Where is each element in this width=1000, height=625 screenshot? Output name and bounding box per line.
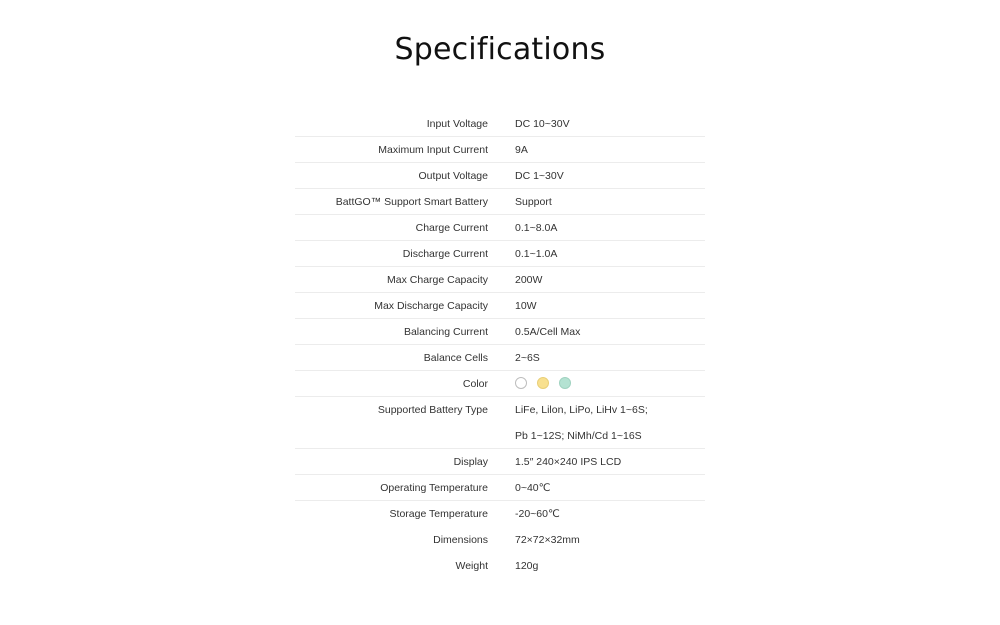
spec-row-display [295, 449, 705, 475]
spec-label: Color [462, 378, 488, 390]
spec-value-line: Pb 1~12S; NiMh/Cd 1~16S [515, 430, 642, 442]
spec-row-battgo-support [295, 189, 705, 215]
spec-label: Discharge Current [402, 248, 488, 260]
spec-row-max-discharge-capacity [295, 293, 705, 319]
spec-value: 0.1~1.0A [515, 248, 558, 260]
spec-row-charge-current [295, 215, 705, 241]
spec-row-input-voltage [295, 111, 705, 137]
spec-value-line: LiFe, Lilon, LiPo, LiHv 1~6S; [515, 404, 648, 416]
spec-label: Supported Battery Type [377, 404, 488, 416]
spec-label: BattGO™ Support Smart Battery [335, 196, 488, 208]
spec-label: Weight [455, 560, 488, 572]
page-title: Specifications [394, 32, 606, 67]
spec-value: 0~40℃ [515, 482, 551, 494]
spec-label: Dimensions [433, 534, 488, 546]
spec-row-color [295, 371, 705, 397]
spec-row-operating-temperature [295, 475, 705, 501]
spec-row-discharge-current [295, 241, 705, 267]
spec-value: 9A [515, 144, 528, 156]
spec-label: Balance Cells [423, 352, 488, 364]
spec-row-supported-battery-type [295, 397, 705, 449]
color-swatch-mint[interactable] [559, 377, 571, 389]
spec-value: 0.5A/Cell Max [515, 326, 581, 338]
spec-value: Support [515, 196, 552, 208]
color-swatches [515, 377, 571, 391]
spec-row-weight [295, 553, 705, 579]
spec-value: 200W [515, 274, 543, 286]
spec-value: 72×72×32mm [515, 534, 580, 546]
spec-value: 120g [515, 560, 539, 572]
spec-row-output-voltage [295, 163, 705, 189]
spec-row-balancing-current [295, 319, 705, 345]
spec-row-storage-temperature [295, 501, 705, 527]
spec-label: Balancing Current [403, 326, 488, 338]
color-swatch-yellow[interactable] [537, 377, 549, 389]
spec-value: 2~6S [515, 352, 540, 364]
spec-value: 0.1~8.0A [515, 222, 558, 234]
spec-row-max-charge-capacity [295, 267, 705, 293]
specifications-table [295, 111, 705, 579]
spec-row-dimensions [295, 527, 705, 553]
spec-value: 1.5″ 240×240 IPS LCD [515, 456, 622, 468]
color-swatch-white[interactable] [515, 377, 527, 389]
spec-label: Maximum Input Current [378, 144, 488, 156]
spec-value: 10W [515, 300, 537, 312]
spec-label: Storage Temperature [389, 508, 488, 520]
spec-label: Charge Current [415, 222, 488, 234]
spec-label: Max Charge Capacity [387, 274, 488, 286]
spec-value: -20~60℃ [515, 508, 560, 520]
spec-label: Display [453, 456, 488, 468]
spec-label: Max Discharge Capacity [374, 300, 488, 312]
spec-label: Input Voltage [426, 118, 488, 130]
spec-row-balance-cells [295, 345, 705, 371]
spec-label: Output Voltage [418, 170, 488, 182]
spec-value: DC 1~30V [515, 170, 564, 182]
spec-value [515, 397, 648, 449]
spec-value: DC 10~30V [515, 118, 570, 130]
spec-label: Operating Temperature [380, 482, 488, 494]
spec-row-maximum-input-current [295, 137, 705, 163]
